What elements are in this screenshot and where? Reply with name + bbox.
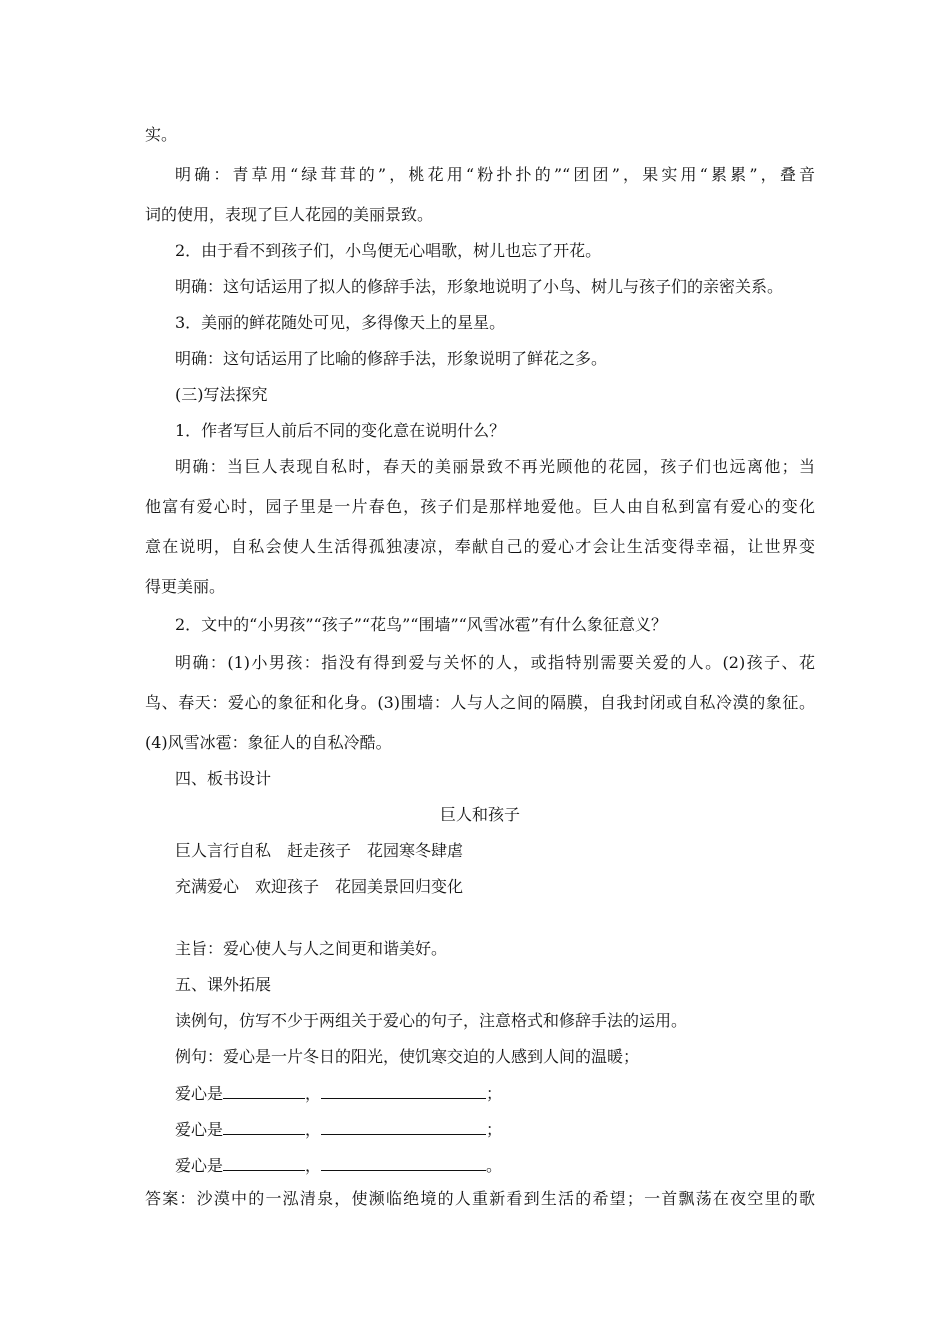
question-line: 1．作者写巨人前后不同的变化意在说明什么？ xyxy=(175,421,506,440)
board-row: 巨人言行自私 赶走孩子 花园寒冬肆虐 xyxy=(175,841,464,860)
answer-line: 意在说明，自私会使人生活得孤独凄凉，奉献自己的爱心才会让生活变得幸福，让世界变 xyxy=(145,537,815,556)
answer-line: 明确：这句话运用了比喻的修辞手法，形象说明了鲜花之多。 xyxy=(175,349,608,368)
section-heading: (三)写法探究 xyxy=(175,385,268,404)
fill-prefix: 爱心是 xyxy=(175,1120,224,1139)
section-heading: 四、板书设计 xyxy=(175,769,272,788)
fill-in-line xyxy=(175,1118,815,1140)
question-line: 3．美丽的鲜花随处可见，多得像天上的星星。 xyxy=(175,313,506,332)
example-line: 例句：爱心是一片冬日的阳光，使饥寒交迫的人感到人间的温暖； xyxy=(175,1047,640,1066)
fill-prefix: 爱心是 xyxy=(175,1084,224,1103)
blank-field[interactable] xyxy=(321,1082,486,1099)
instruction-line: 读例句，仿写不少于两组关于爱心的句子，注意格式和修辞手法的运用。 xyxy=(175,1011,688,1030)
fill-comma: ， xyxy=(305,1084,322,1103)
fill-end: 。 xyxy=(486,1156,503,1175)
answer-line: 明确：这句话运用了拟人的修辞手法，形象地说明了小鸟、树儿与孩子们的亲密关系。 xyxy=(175,277,784,296)
fill-comma: ， xyxy=(305,1156,322,1175)
blank-field[interactable] xyxy=(321,1154,486,1171)
fill-comma: ， xyxy=(305,1120,322,1139)
section-heading: 五、课外拓展 xyxy=(175,975,272,994)
blank-field[interactable] xyxy=(321,1118,486,1135)
paragraph-line: 实。 xyxy=(145,125,178,144)
answer-line: 明确：(1)小男孩：指没有得到爱与关怀的人，或指特别需要关爱的人。(2)孩子、花 xyxy=(175,653,815,672)
fill-in-line xyxy=(175,1154,815,1176)
fill-end: ； xyxy=(486,1084,503,1103)
answer-line: 他富有爱心时，园子里是一片春色，孩子们是那样地爱他。巨人由自私到富有爱心的变化 xyxy=(145,497,815,516)
blank-field[interactable] xyxy=(223,1118,305,1135)
answer-line: 答案：沙漠中的一泓清泉，使濒临绝境的人重新看到生活的希望；一首飘荡在夜空里的歌 xyxy=(145,1189,815,1208)
fill-in-line xyxy=(175,1082,815,1104)
blank-field[interactable] xyxy=(223,1154,305,1171)
question-line: 2．由于看不到孩子们，小鸟便无心唱歌，树儿也忘了开花。 xyxy=(175,241,602,260)
board-title: 巨人和孩子 xyxy=(439,805,520,824)
answer-line: (4)风雪冰雹：象征人的自私冷酷。 xyxy=(145,733,392,752)
fill-end: ； xyxy=(486,1120,503,1139)
answer-line: 得更美丽。 xyxy=(145,577,226,596)
answer-line: 明确：当巨人表现自私时，春天的美丽景致不再光顾他的花园，孩子们也远离他；当 xyxy=(175,457,815,476)
board-row: 充满爱心 欢迎孩子 花园美景回归变化 xyxy=(175,877,464,896)
paragraph-line: 词的使用，表现了巨人花园的美丽景致。 xyxy=(145,205,434,224)
fill-prefix: 爱心是 xyxy=(175,1156,224,1175)
paragraph-line: 明确：青草用“绿茸茸的”，桃花用“粉扑扑的”“团团”，果实用“累累”，叠音 xyxy=(175,165,815,184)
answer-line: 鸟、春天：爱心的象征和化身。(3)围墙：人与人之间的隔膜，自我封闭或自私冷漠的象征。 xyxy=(145,693,815,712)
question-line: 2．文中的“小男孩”“孩子”“花鸟”“围墙”“风雪冰雹”有什么象征意义？ xyxy=(175,615,667,634)
blank-field[interactable] xyxy=(223,1082,305,1099)
theme-line: 主旨：爱心使人与人之间更和谐美好。 xyxy=(175,939,448,958)
